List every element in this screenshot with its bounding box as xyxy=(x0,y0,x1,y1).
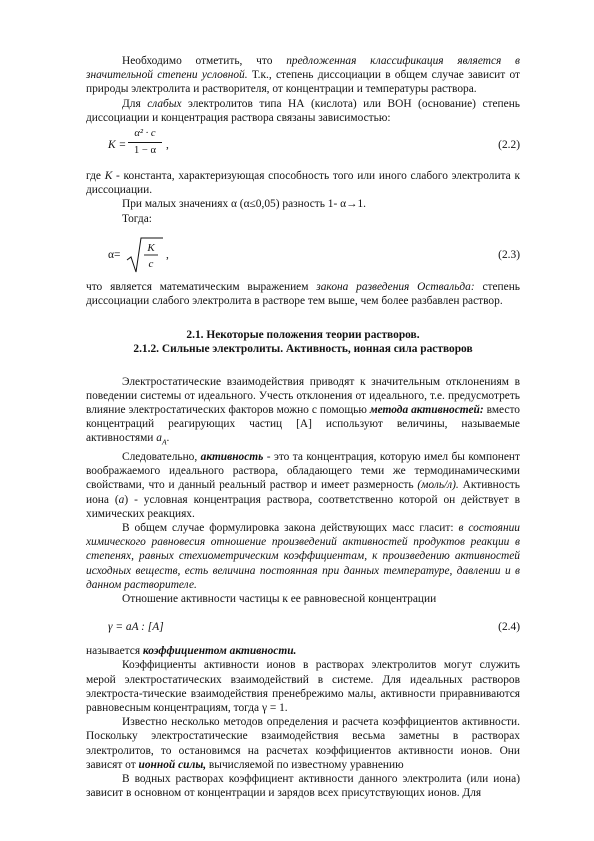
paragraph-constant-k xyxy=(86,169,520,197)
sqrt-denominator: c xyxy=(148,257,154,270)
sqrt-icon xyxy=(126,236,164,276)
subsection-heading: 2.1.2. Сильные электролиты. Активность, ионная сила растворов xyxy=(133,343,473,356)
paragraph-activity-definition xyxy=(86,450,520,521)
text: ) - условная концентрация раствора, соответственно которой он действует в химических реакциях. xyxy=(86,493,520,520)
paragraph-small-alpha: При малых значениях α (α≤0,05) разность 1- α→1. xyxy=(122,198,367,211)
paragraph-methods xyxy=(86,715,520,772)
italic-text: слабых xyxy=(147,97,182,110)
formula-2-2 xyxy=(86,127,520,165)
bold-italic-text: ионной силы, xyxy=(138,758,207,771)
equation-number: (2.4) xyxy=(498,621,520,634)
text: - константа, характеризующая способность того или иного слабого электролита к диссоциации. xyxy=(86,170,520,197)
italic-text: (моль/л). xyxy=(417,479,459,492)
italic-text: а xyxy=(156,432,162,445)
italic-text: а xyxy=(118,493,125,506)
italic-text: в состоянии химического равновесия отношение произведений активностей продуктов реакции в степенях, равных стехиометрическим коэффициентам, к произведению активностей исходных веществ, есть величина постоянная при данных температуре, давлении и в данном растворителе. xyxy=(86,521,520,591)
formula-2-4 xyxy=(86,612,520,644)
formula-lhs: γ = aA : [A] xyxy=(108,621,164,634)
paragraph-mass-action-law xyxy=(86,521,520,592)
equation-number: (2.2) xyxy=(498,139,520,152)
paragraph-weak-electrolytes xyxy=(86,97,520,125)
text: что является математическим выражением xyxy=(86,280,317,293)
bold-italic-text: коэффициентом активности. xyxy=(142,645,297,658)
fraction-numerator: α² · c xyxy=(128,127,162,143)
italic-text: K xyxy=(104,170,113,183)
equation-number: (2.3) xyxy=(498,248,520,261)
text: В общем случае формулировка закона действующих масс гласит: xyxy=(122,521,459,534)
text: Известно несколько методов определения и расчета коэффициентов активности. Поскольку электростатические взаимодействия весьма заметны в растворах электролитов, то остановимся на расчетах коэффициентов активности ионов. Они зависят от xyxy=(86,716,520,771)
text: Т.к., степень диссоциации в общем случае зависит от природы электролита и растворителя, от концентрации и температуры раствора. xyxy=(86,69,520,96)
paragraph-activity-coefficient xyxy=(86,644,520,658)
formula-comma: , xyxy=(166,248,169,261)
document-page xyxy=(86,54,520,800)
paragraph-ostwald xyxy=(86,280,520,308)
paragraph-then: Тогда: xyxy=(122,212,152,225)
text: вычисляемой по известному уравнению xyxy=(206,758,404,771)
paragraph-aqueous-solutions: В водных растворах коэффициент активности данного электролита (или иона) зависит в основном от концентрации и зарядов всех присутствующих ионов. Для xyxy=(86,773,520,800)
paragraph-classification xyxy=(86,54,520,97)
section-heading: 2.1. Некоторые положения теории растворов. xyxy=(186,329,420,342)
text: Электростатические взаимодействия приводят к значительным отклонениям в поведении системы от идеального. Учесть отклонения от идеального, т.е. предусмотреть влияние электростатических факторов можно с помощью xyxy=(86,375,520,417)
text: Для xyxy=(122,97,148,110)
formula-lhs: α= xyxy=(108,248,121,261)
sqrt-numerator: K xyxy=(147,241,155,254)
subscript-text: A xyxy=(161,437,167,447)
text: степень диссоциации слабого электролита в растворе тем выше, чем более разбавлен раствор. xyxy=(86,280,520,308)
paragraph-activity-ratio: Отношение активности частицы к ее равновесной концентрации xyxy=(122,592,437,605)
fraction xyxy=(128,127,162,158)
formula-2-3 xyxy=(86,234,520,278)
text: Активность иона ( xyxy=(86,479,520,506)
formula-comma: , xyxy=(166,139,169,152)
italic-text: закона разведения Оствальда: xyxy=(316,280,475,293)
bold-italic-text: метода активностей: xyxy=(369,404,484,417)
text: электролитов типа НА (кислота) или ВОН (основание) степень диссоциации и концентрация раствора связаны зависимостью: xyxy=(86,97,520,124)
text: - это та концентрация, которую имел бы компонент воображаемого идеального раствора, обладающего теми же термодинамическими свойствами, что и данный реальный раствор и имеет размерность xyxy=(86,450,520,492)
text: где xyxy=(86,170,105,183)
fraction-denominator: 1 − α xyxy=(134,145,156,157)
text: Следовательно, xyxy=(122,450,201,463)
bold-italic-text: активность xyxy=(200,450,264,463)
formula-lhs: K = xyxy=(108,139,127,152)
text: вместо концентраций реагирующих частиц [A] используют величины, называемые активностями xyxy=(86,404,520,445)
paragraph-electrostatic: Электростатические взаимодействия приводят к значительным отклонениям в поведении системы от идеального. Учесть отклонения от идеального, т.е. предусмотреть влияние электростатических факторов можно с помощью метода активностей: вместо концентраций реагирующих частиц [A] используют величины, называемые активностями $а_A$. xyxy=(86,375,520,447)
italic-text: предложенная классификация является в значительной степени условной. xyxy=(86,55,521,82)
paragraph-coefficients-measure: Коэффициенты активности ионов в растворах электролитов могут служить мерой электростатических взаимодействий в системе. Для идеальных растворов электроста-тические взаимодействия пренебрежимо малы, активности приравниваются равновесным концентрациям, тогда γ = 1. xyxy=(86,659,520,714)
text: называется xyxy=(86,645,143,658)
text: Необходимо отметить, что xyxy=(122,55,287,67)
